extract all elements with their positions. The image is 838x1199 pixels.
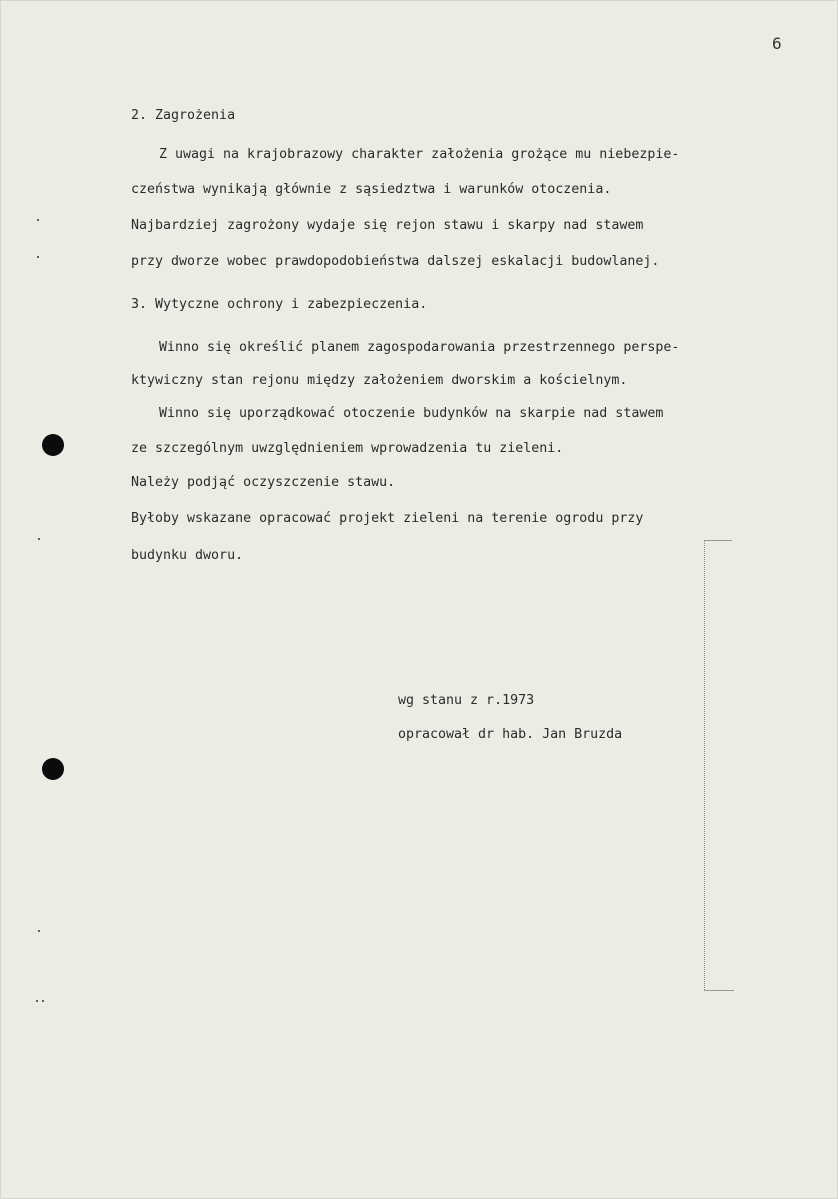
section-2-line: Najbardziej zagrożony wydaje się rejon stawu i skarpy nad stawem [131, 218, 644, 233]
page-number: 6 [772, 34, 782, 53]
paper-speck [38, 538, 40, 540]
section-3-line: budynku dworu. [131, 548, 244, 563]
section-3-line: Winno się określić planem zagospodarowania przestrzennego perspe- [159, 340, 680, 355]
paper-speck [42, 1000, 44, 1002]
signature-author-line: opracował dr hab. Jan Bruzda [398, 727, 623, 742]
section-3-heading: 3. Wytyczne ochrony i zabezpieczenia. [131, 297, 428, 312]
section-3-line: Winno się uporządkować otoczenie budynków na skarpie nad stawem [159, 406, 664, 421]
section-3-line: Byłoby wskazane opracować projekt zieleni na terenie ogrodu przy [131, 511, 644, 526]
punch-hole [42, 434, 64, 456]
signature-status-line: wg stanu z r.1973 [398, 693, 535, 708]
section-2-line: Z uwagi na krajobrazowy charakter założenia grożące mu niebezpie- [159, 147, 680, 162]
section-3-line: ktywiczny stan rejonu między założeniem dworskim a kościelnym. [131, 373, 628, 388]
section-2-heading: 2. Zagrożenia [131, 108, 236, 123]
paper-speck [36, 1000, 38, 1002]
section-3-line: ze szczególnym uwzględnieniem wprowadzenia tu zieleni. [131, 441, 564, 456]
paper-speck [37, 256, 39, 258]
section-2-line: czeństwa wynikają głównie z sąsiedztwa i warunków otoczenia. [131, 182, 612, 197]
paper-speck [38, 930, 40, 932]
section-3-line: Należy podjąć oczyszczenie stawu. [131, 475, 396, 490]
paper-speck [37, 219, 39, 221]
section-2-line: przy dworze wobec prawdopodobieństwa dalszej eskalacji budowlanej. [131, 254, 660, 269]
margin-pencil-line [704, 540, 705, 990]
margin-bracket-top [704, 540, 732, 541]
punch-hole [42, 758, 64, 780]
margin-bracket-bottom [704, 990, 734, 991]
